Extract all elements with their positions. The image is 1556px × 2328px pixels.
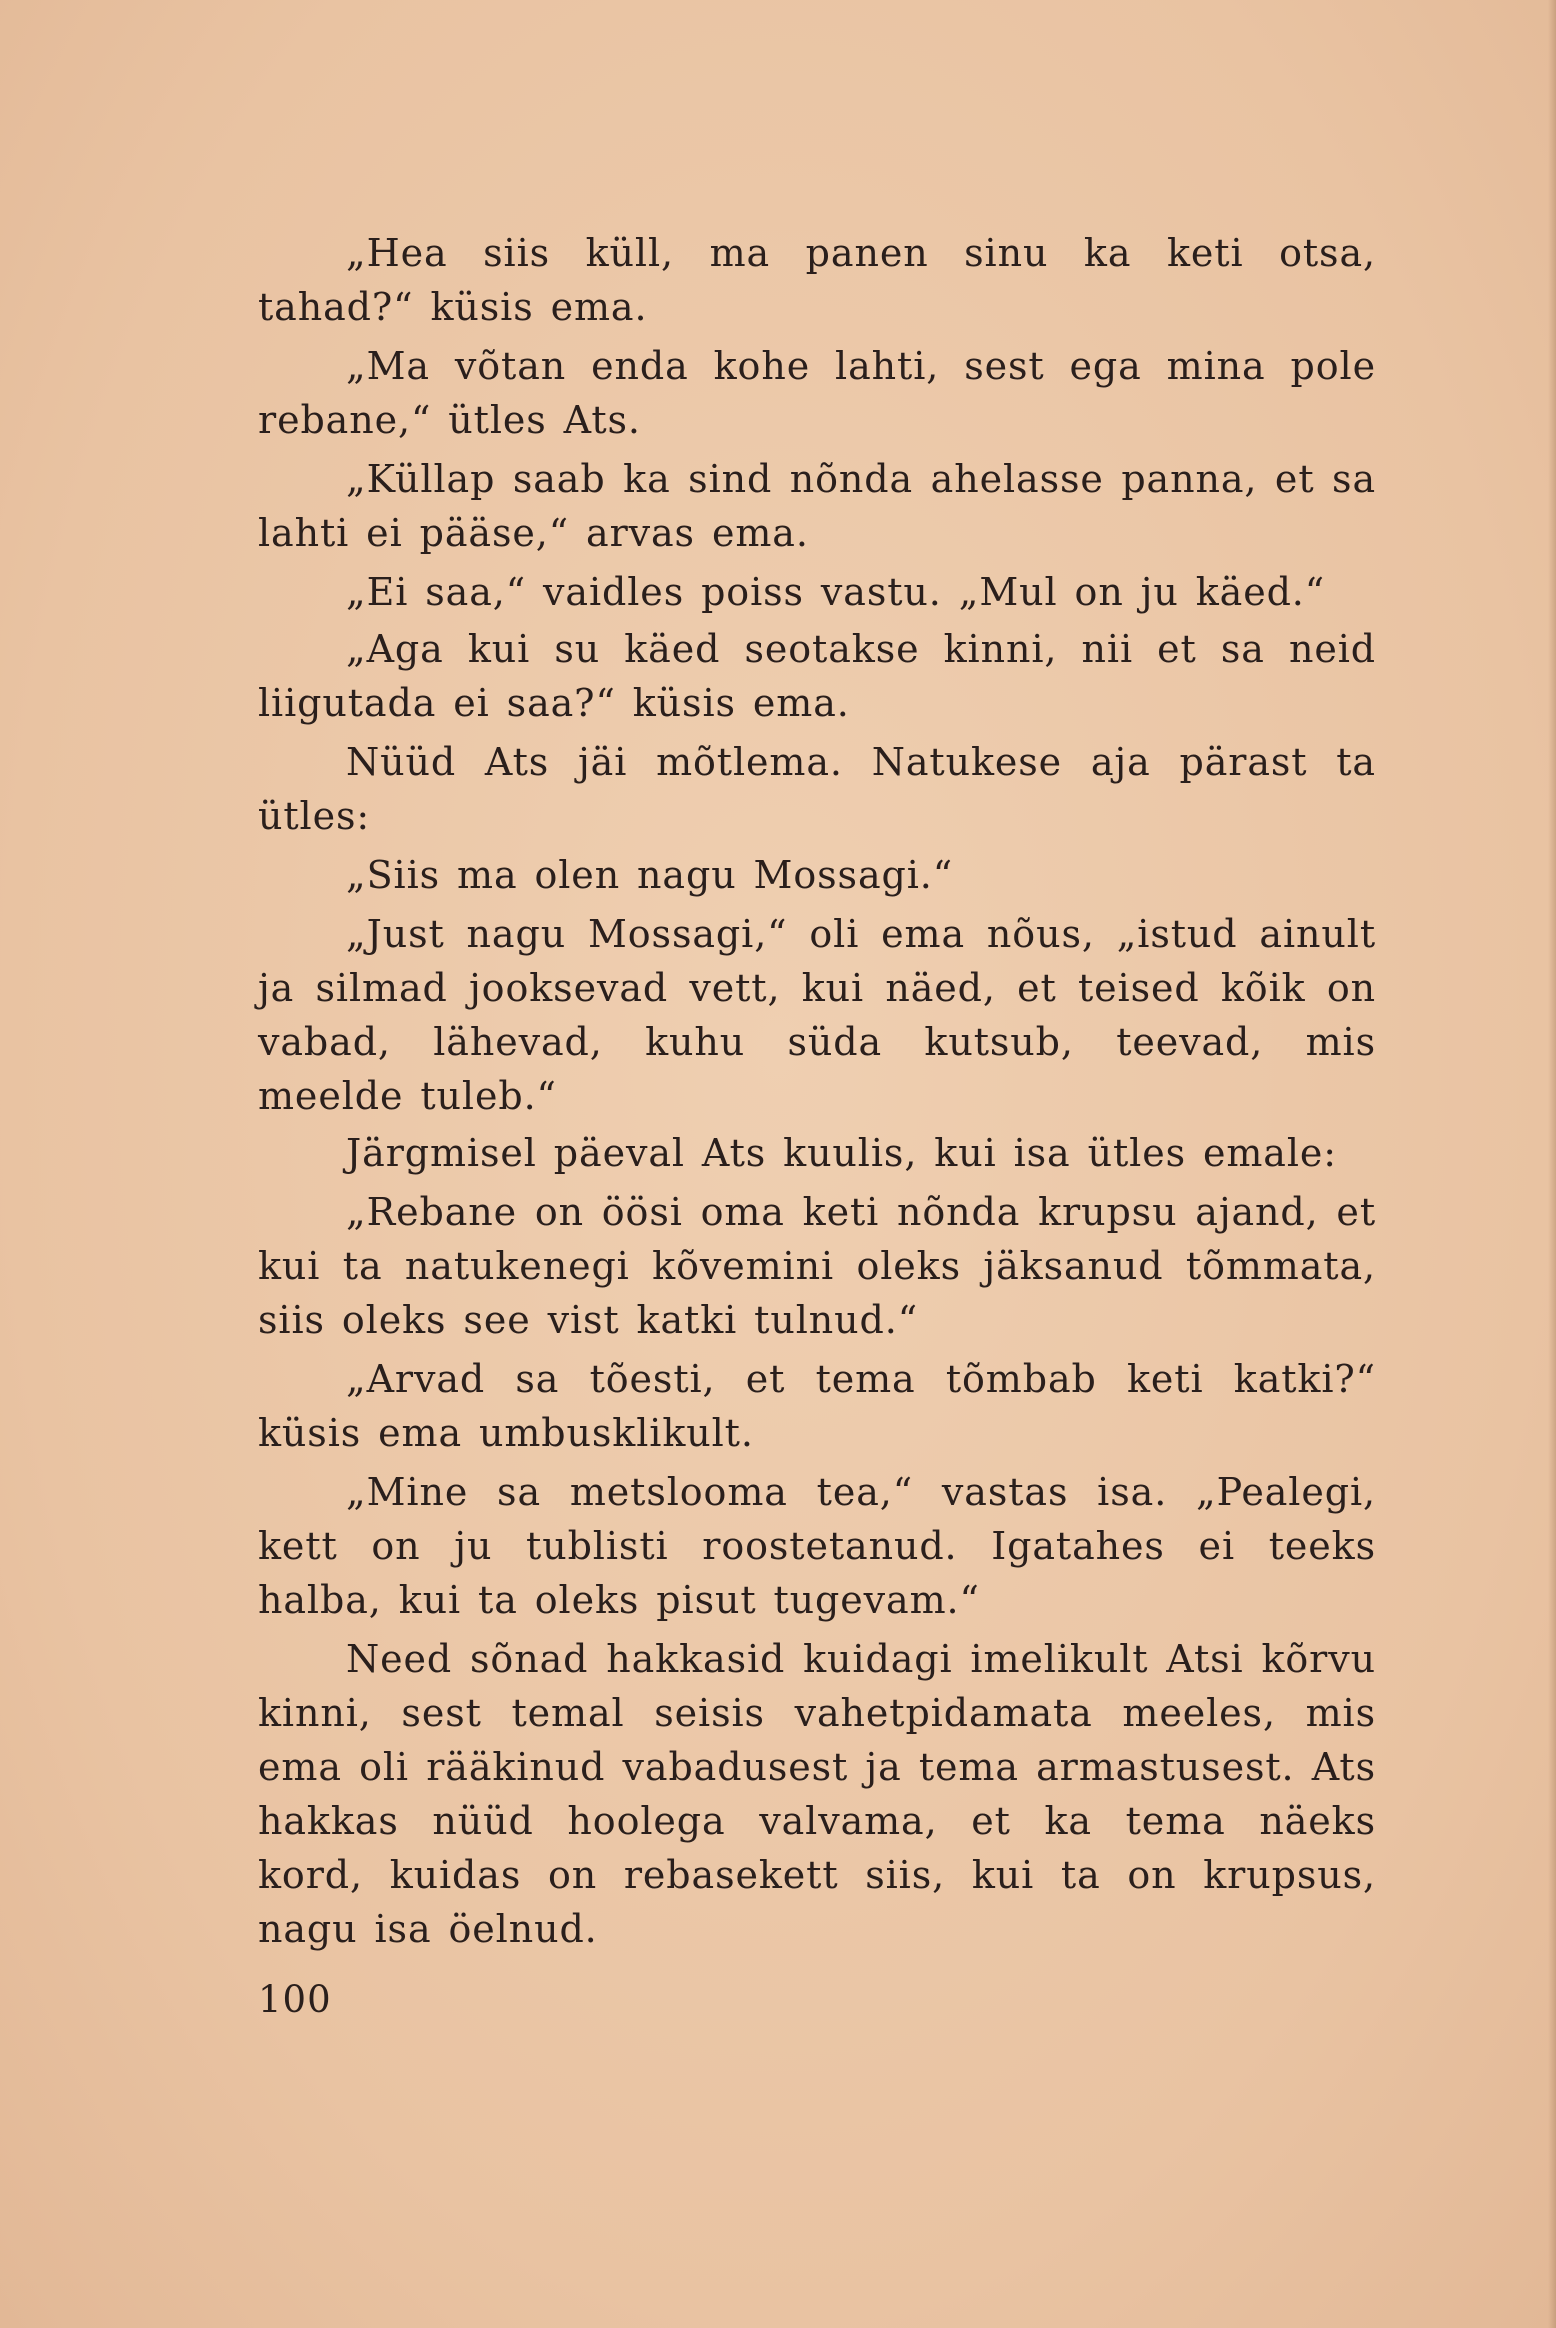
paragraph: „Aga kui su käed seotakse kinni, nii et sa neid liigutada ei saa?“ küsis ema.: [258, 627, 1376, 725]
paragraph: „Siis ma olen nagu Mossagi.“: [346, 853, 954, 897]
paragraph: Järgmisel päeval Ats kuulis, kui isa ütles emale:: [346, 1131, 1337, 1175]
paragraph: „Arvad sa tõesti, et tema tõmbab keti katki?“ küsis ema umbusklikult.: [258, 1357, 1376, 1455]
page-number: 100: [258, 1978, 332, 2021]
page-edge-shadow: [1548, 0, 1556, 2328]
paragraph: „Hea siis küll, ma panen sinu ka keti otsa, tahad?“ küsis ema.: [258, 231, 1376, 329]
book-text: [258, 226, 1376, 1961]
paragraph: „Ei saa,“ vaidles poiss vastu. „Mul on ju käed.“: [346, 570, 1326, 614]
paragraph: „Just nagu Mossagi,“ oli ema nõus, „istud ainult ja silmad jooksevad vett, kui näed, et teised kõik on vabad, lähevad, kuhu süda kutsub, teevad, mis meelde tuleb.“: [258, 912, 1376, 1118]
paragraph: Need sõnad hakkasid kuidagi imelikult Atsi kõrvu kinni, sest temal seisis vahetpidamata meeles, mis ema oli rääkinud vabadusest ja tema armastusest. Ats hakkas nüüd hoolega valvama, et ka tema näeks kord, kuidas on rebasekett siis, kui ta on krupsus, nagu isa öelnud.: [258, 1637, 1376, 1951]
paragraph: „Mine sa metslooma tea,“ vastas isa. „Pealegi, kett on ju tublisti roostetanud. Igatahes ei teeks halba, kui ta oleks pisut tugevam.“: [258, 1470, 1376, 1622]
paragraph: „Küllap saab ka sind nõnda ahelasse panna, et sa lahti ei pääse,“ arvas ema.: [258, 457, 1376, 555]
paragraph: „Rebane on öösi oma keti nõnda krupsu ajand, et kui ta natukenegi kõvemini oleks jäksanud tõmmata, siis oleks see vist katki tulnud.“: [258, 1190, 1376, 1342]
paragraph: „Ma võtan enda kohe lahti, sest ega mina pole rebane,“ ütles Ats.: [258, 344, 1376, 442]
paragraph: Nüüd Ats jäi mõtlema. Natukese aja pärast ta ütles:: [258, 740, 1376, 838]
